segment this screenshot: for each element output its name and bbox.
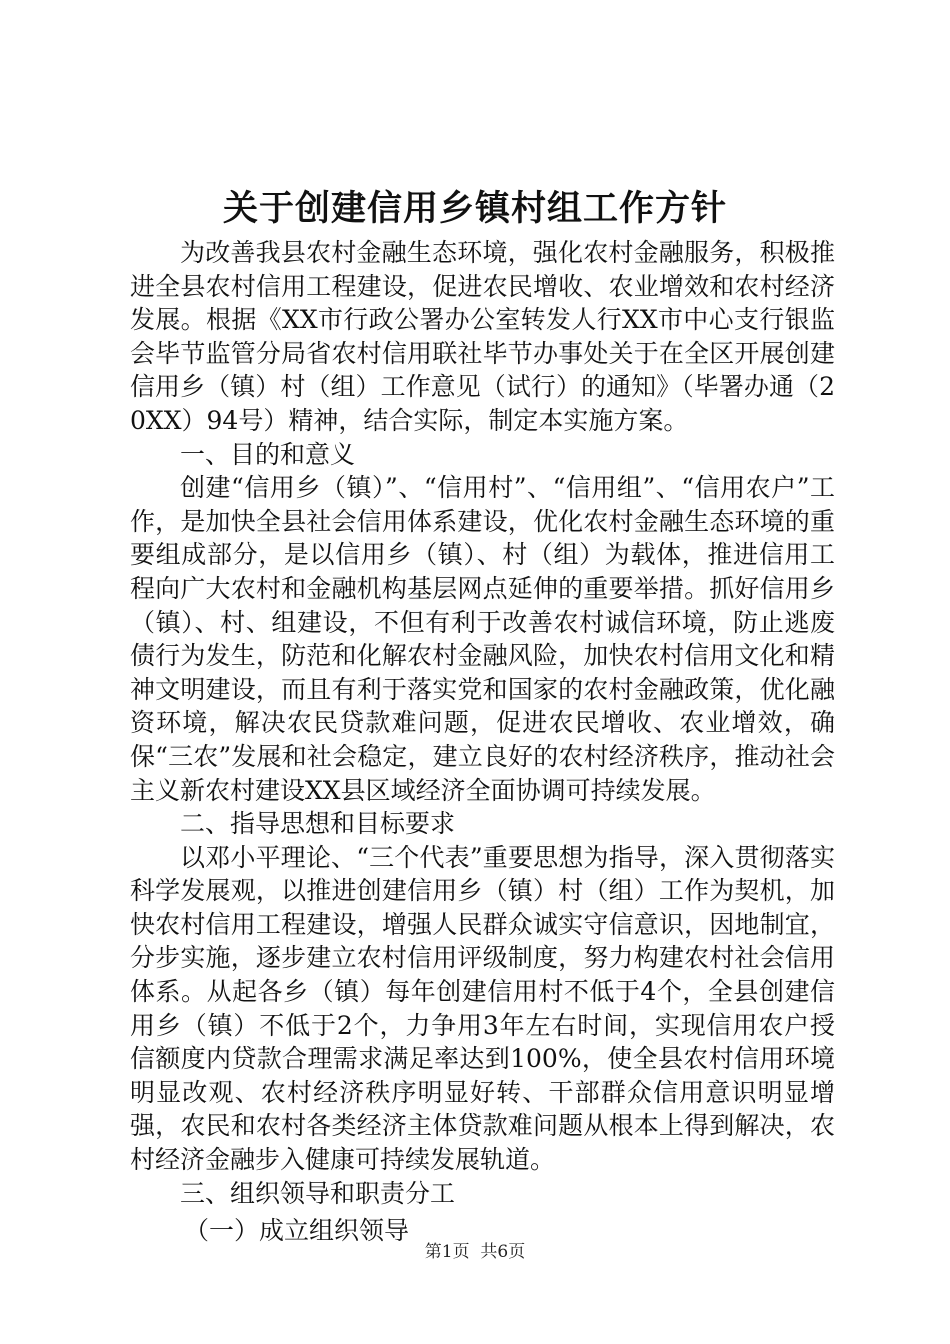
section-paragraph-guidance: 以邓小平理论、“三个代表”重要思想为指导，深入贯彻落实科学发展观，以推进创建信用乡（镇）村（组）工作为契机，加快农村信用工程建设，增强人民群众诚实守信意识，因地制宜，分步实施，逐步建立农村信用评级制度，努力构建农村社会信用体系。从起各乡（镇）每年创建信用村不低于4个，全县创建信用乡（镇）不低于2个，力争用3年左右时间，实现信用农户授信额度内贷款合理需求满足率达到100%，使全县农村信用环境明显改观、农村经济秩序明显好转、干部群众信用意识明显增强，农民和农村各类经济主体贷款难问题从根本上得到解决，农村经济金融步入健康可持续发展轨道。 <box>130 842 835 1175</box>
document-title: 关于创建信用乡镇村组工作方针 <box>222 189 727 229</box>
section-heading-purpose: 一、目的和意义 <box>180 439 356 469</box>
intro-paragraph: 为改善我县农村金融生态环境，强化农村金融服务，积极推进全县农村信用工程建设，促进农民增收、农业增效和农村经济发展。根据《XX市行政公署办公室转发人行XX市中心支行银监会毕节监管分局省农村信用联社毕节办事处关于在全区开展创建信用乡（镇）村（组）工作意见（试行）的通知》（毕署办通（20XX）94号）精神，结合实际，制定本实施方案。 <box>130 238 835 435</box>
page-total: 共6页 <box>480 1242 526 1262</box>
page-number: 第1页 <box>424 1242 470 1262</box>
section-heading-organization: 三、组织领导和职责分工 <box>180 1178 456 1208</box>
page-footer <box>0 1240 950 1264</box>
section-heading-guidance: 二、指导思想和目标要求 <box>180 809 456 839</box>
section-paragraph-purpose: 创建“信用乡（镇）”、“信用村”、“信用组”、“信用农户”工作，是加快全县社会信用体系建设，优化农村金融生态环境的重要组成部分，是以信用乡（镇）、村（组）为载体，推进信用工程向广大农村和金融机构基层网点延伸的重要举措。抓好信用乡（镇）、村、组建设，不但有利于改善农村诚信环境，防止逃废债行为发生，防范和化解农村金融风险，加快农村信用文化和精神文明建设，而且有利于落实党和国家的农村金融政策，优化融资环境，解决农民贷款难问题，促进农民增收、农业增效，确保“三农”发展和社会稳定，建立良好的农村经济秩序，推动社会主义新农村建设XX县区域经济全面协调可持续发展。 <box>130 473 835 805</box>
document-body <box>130 236 835 1248</box>
subsection-heading-leadership: （一）成立组织领导 <box>184 1216 410 1246</box>
